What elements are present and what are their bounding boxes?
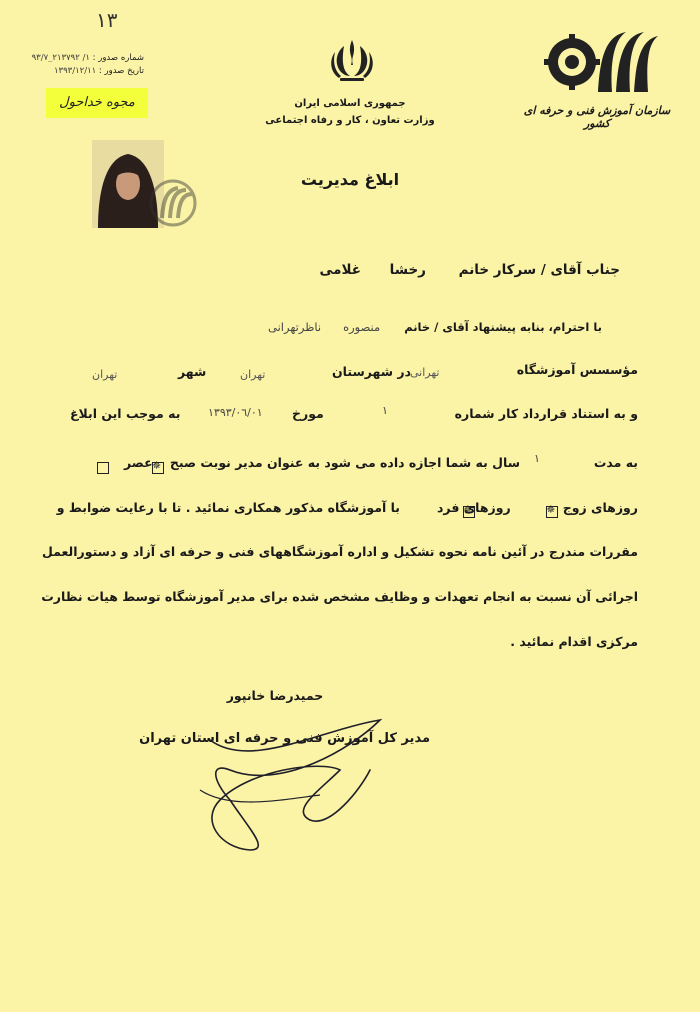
recipient-first-name: رخشا [389, 262, 426, 278]
signatory-name: حمیدرضا خانپور [226, 688, 324, 703]
contract-number: ١ [382, 404, 388, 417]
even-days-checkbox[interactable] [546, 506, 558, 518]
body-line-2: اجرائی آن نسبت به انجام تعهدات و وظایف مشخص شده برای مدیر آموزشگاه توسط هیات نظارت [41, 589, 638, 604]
org-name: سازمان آموزش فنی و حرفه ای کشور [523, 104, 671, 130]
issue-number-label: شماره صدور : [92, 53, 144, 63]
contract-date-label: مورخ [292, 406, 324, 421]
contract-prefix: و به استناد قرارداد کار شماره [454, 406, 638, 421]
contract-suffix: به موجب این ابلاغ [70, 406, 181, 421]
odd-days-checkbox[interactable] [463, 506, 475, 518]
signatory-position: مدیر کل آموزش فنی و حرفه ای استان تهران [139, 731, 430, 746]
recommendation-prefix: با احترام، بنابه پیشنهاد آقای / خانم [404, 320, 602, 334]
recipient-salutation: جناب آقای / سرکار خانم [458, 262, 620, 278]
institute-label: مؤسسس آموزشگاه [516, 362, 638, 377]
recommendation-line [268, 320, 602, 334]
org-logo [540, 22, 660, 102]
handwritten-note: مجوه خداحول [46, 88, 148, 118]
ministry-name: وزارت تعاون ، کار و رفاه اجتماعی [265, 115, 435, 126]
issue-number-value: ١/ ٢١٣٧٩٢_٩٣/٧ [31, 53, 90, 63]
contract-date: ١٣٩٣/٠٦/٠١ [208, 406, 263, 419]
city-label: شهر [178, 364, 207, 379]
recipient-line [319, 262, 620, 278]
body-line-3: مرکزی اقدام نمائید . [510, 634, 638, 649]
recommender-first-name: منصوره [343, 320, 381, 334]
document-title: ابلاغ مدیریت [300, 170, 400, 189]
shift-evening-label: عصر [124, 455, 153, 470]
even-days-label: روزهای زوج [562, 500, 638, 515]
institute-name: تهرانی [410, 366, 440, 379]
city-name: تهران [92, 368, 118, 381]
photo-stamp-logo [148, 178, 198, 228]
issue-stamp [31, 52, 144, 78]
issue-date-row [34, 65, 144, 78]
odd-days-label: روزهای فرد [437, 500, 511, 515]
days-rest-text: با آموزشگاه مذکور همکاری نمائید . تا با رعایت ضوابط و [56, 500, 400, 515]
shift-morning-checkbox[interactable] [152, 462, 164, 474]
duration-years: ١ [534, 452, 540, 465]
recommender-last-name: ناظرتهرانی [268, 320, 322, 334]
shift-evening-checkbox[interactable] [97, 462, 109, 474]
issue-number-row [31, 52, 144, 65]
recipient-last-name: غلامی [319, 262, 361, 278]
body-line-1: مقررات مندرج در آئین نامه نحوه تشکیل و اداره آموزشگاههای فنی و حرفه ای آزاد و دستورالعمل [41, 544, 638, 559]
handwritten-signature [170, 700, 430, 860]
duration-text: سال به شما اجازه داده می شود به عنوان مدیر نوبت صبح [169, 455, 520, 470]
duration-label: به مدت [593, 455, 638, 470]
issue-date-label: تاریخ صدور : [98, 66, 144, 76]
county-label: در شهرستان [332, 364, 412, 379]
country-name: جمهوری اسلامی ایران [294, 98, 406, 109]
county-name: تهران [240, 368, 266, 381]
page-number: ١٣ [96, 8, 118, 32]
iran-emblem [322, 34, 382, 90]
issue-date-value: ١٣٩٣/١٢/١١ [53, 66, 97, 76]
